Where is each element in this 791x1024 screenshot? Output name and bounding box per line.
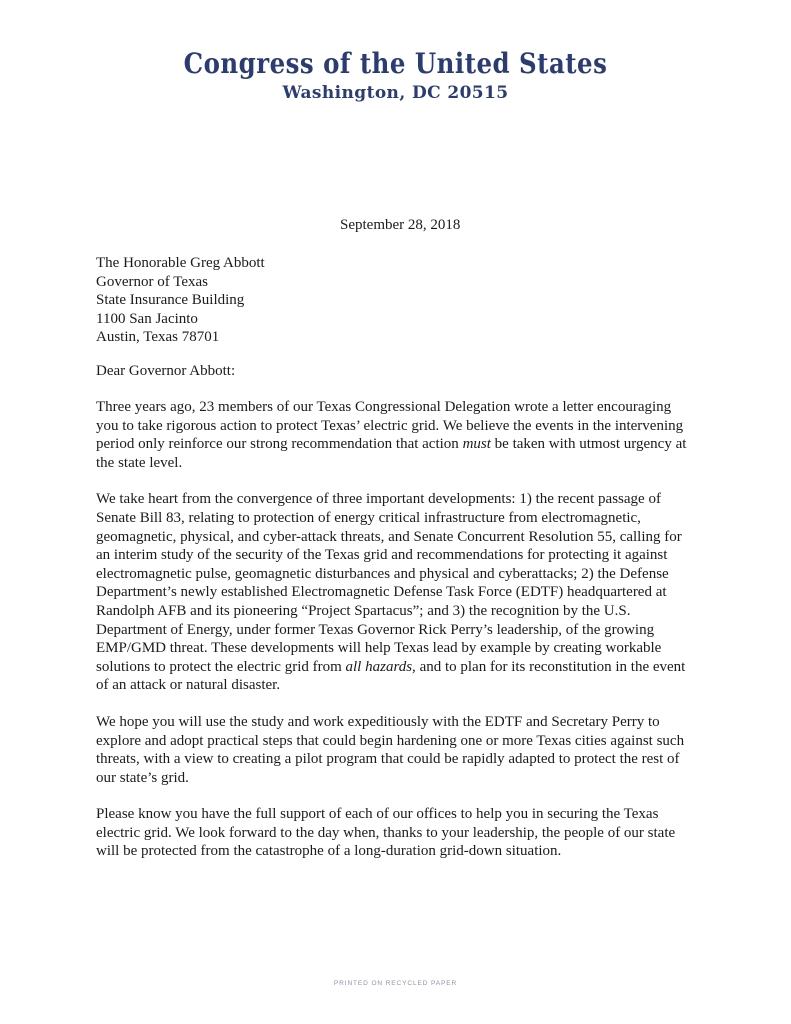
paragraph-text: be taken with utmost urgency at the state level.: [96, 436, 687, 471]
address-line: Governor of Texas: [96, 273, 208, 290]
paragraph-text: We hope you will use the study and work expeditiously with the EDTF and Secretary Perry to explore and adopt practical steps that could begin hardening one or more Texas cities against such threats, with a view to creating a pilot program that could be rapidly adapted to protect the rest of our state’s grid.: [96, 713, 685, 786]
para-3: [96, 713, 696, 787]
letter-date: September 28, 2018: [340, 217, 461, 233]
letterhead: [0, 48, 791, 104]
paragraph-text: Please know you have the full support of each of our offices to help you in securing the Texas electric grid. We look forward to the day when, thanks to your leadership, the people of our state will be protected from the catastrophe of a long-duration grid-down situation.: [96, 806, 676, 860]
emphasis-text: must: [462, 436, 491, 453]
salutation: Dear Governor Abbott:: [96, 363, 236, 379]
paragraph-text: We take heart from the convergence of three important developments: 1) the recent passage of Senate Bill 83, relating to protection of energy critical infrastructure from electromagnetic, geomagnetic, physical, and cyber-attack threats, and Senate Concurrent Resolution 55, calling for an interim study of the security of the Texas grid and recommendations for protecting it against electromagnetic pulse, geomagnetic disturbances and physical and cyberattacks; 2) the Defense Department’s newly established Electromagnetic Defense Task Force (EDTF) headquartered at Randolph AFB and its pioneering “Project Spartacus”; and 3) the recognition by the U.S. Department of Energy, under former Texas Governor Rick Perry’s leadership, of the growing EMP/GMD threat. These developments will help Texas lead by example by creating workable solutions to protect the electric grid from: [96, 491, 682, 675]
recycled-paper-note: PRINTED ON RECYCLED PAPER: [333, 980, 458, 987]
paragraph-text: Three years ago, 23 members of our Texas Congressional Delegation wrote a letter encouraging you to take rigorous action to protect Texas’ electric grid. We believe the events in the intervening period only reinforce our strong recommendation that action: [96, 399, 684, 453]
letter-paragraphs: [96, 398, 696, 879]
para-2: [96, 490, 696, 695]
letterhead-subtitle: Washington, DC 20515: [282, 83, 509, 103]
address-line: The Honorable Greg Abbott: [96, 255, 265, 271]
address-line: State Insurance Building: [96, 292, 245, 308]
address-line: Austin, Texas 78701: [96, 329, 220, 345]
recipient-address: [96, 254, 265, 347]
paragraph-text: and to plan for its reconstitution in the event of an attack or natural disaster.: [96, 658, 686, 694]
para-1: [96, 398, 696, 472]
emphasis-text: all hazards,: [345, 658, 416, 675]
para-4: [96, 805, 696, 861]
letterhead-title: Congress of the United States: [183, 47, 608, 80]
address-line: 1100 San Jacinto: [96, 310, 198, 327]
